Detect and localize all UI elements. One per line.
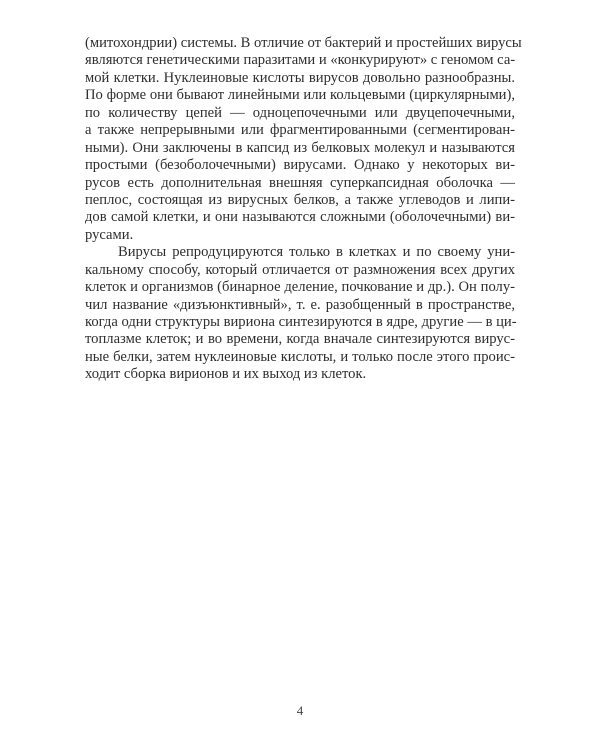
- text-line: По форме они бывают линейными или кольцевыми (циркулярными),: [85, 87, 515, 104]
- text-line: пеплос, состоящая из вирусных белков, а также углеводов и липи-: [85, 191, 515, 208]
- text-line: простыми (безоболочечными) вирусами. Однако у некоторых ви-: [85, 157, 515, 174]
- text-line: ные белки, затем нуклеиновые кислоты, и только после этого проис-: [85, 348, 515, 365]
- text-line: клеток и организмов (бинарное деление, почкование и др.). Он полу-: [85, 279, 515, 296]
- text-line: кальному способу, который отличается от размножения всех других: [85, 261, 515, 278]
- text-line: чил название «дизъюнктивный», т. е. разобщенный в пространстве,: [85, 296, 515, 313]
- text-line: русами.: [85, 226, 134, 243]
- text-line: топлазме клеток; и во времени, когда вначале синтезируются вирус-: [85, 331, 515, 348]
- paragraph-1: [85, 35, 522, 244]
- text-line: Вирусы репродуцируются только в клетках и по своему уни-: [118, 244, 515, 261]
- body-text: [85, 35, 522, 384]
- text-line: русов есть дополнительная внешняя суперкапсидная оболочка —: [85, 174, 515, 191]
- text-line: мой клетки. Нуклеиновые кислоты вирусов довольно разнообразны.: [85, 69, 515, 86]
- text-line: являются генетическими паразитами и «конкурируют» с геномом са-: [85, 52, 516, 69]
- page-number: 4: [296, 703, 304, 718]
- paragraph-2: [85, 244, 515, 384]
- text-line: (митохондрии) системы. В отличие от бактерий и простейших вирусы: [85, 35, 522, 51]
- text-line: по количеству цепей — одноцепочечными или двуцепочечными,: [85, 104, 515, 121]
- text-line: дов самой клетки, и они называются сложными (оболочечными) ви-: [85, 209, 515, 226]
- text-line: ходит сборка вирионов и их выход из клеток.: [85, 366, 367, 383]
- text-line: а также непрерывными или фрагментированными (сегментирован-: [85, 122, 515, 139]
- text-line: ными). Они заключены в капсид из белковых молекул и называются: [85, 139, 515, 156]
- text-line: когда одни структуры вириона синтезируются в ядре, другие — в ци-: [85, 314, 517, 330]
